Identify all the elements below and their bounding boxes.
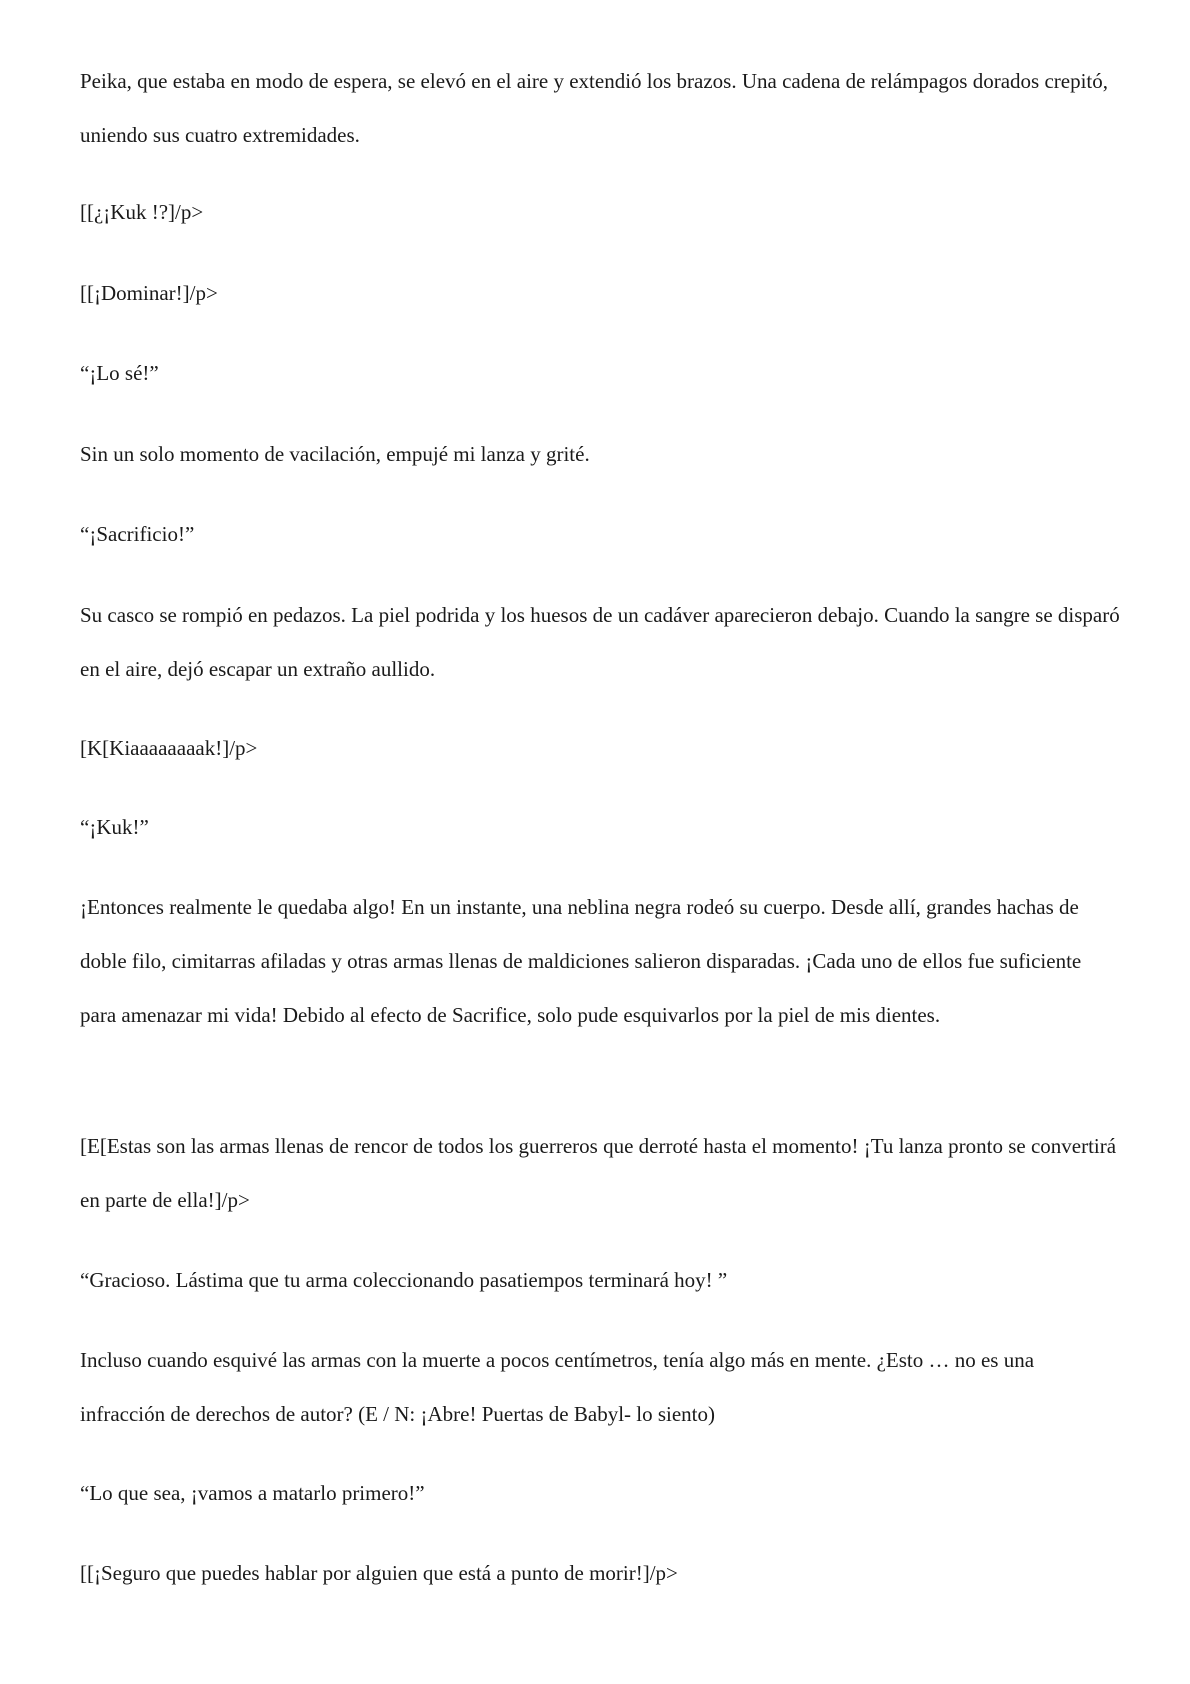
paragraph: ¡Entonces realmente le quedaba algo! En un instante, una neblina negra rodeó su cuerpo. Desde allí, grandes hachas de doble filo, cimitarras afiladas y otras armas llenas de maldiciones salieron disparadas. ¡Cada uno de ellos fue suficiente para amenazar mi vida! Debido al efecto de Sacrifice, solo pude esquivarlos por la piel de mis dientes. [80,895,1082,1027]
paragraph: “Lo que sea, ¡vamos a matarlo primero!” [80,1481,425,1505]
paragraph: “¡Lo sé!” [80,361,159,385]
paragraph: [E[Estas son las armas llenas de rencor de todos los guerreros que derroté hasta el momento! ¡Tu lanza pronto se convertirá en parte de ella!]/p> [80,1134,1117,1212]
paragraph: “¡Sacrificio!” [80,522,195,546]
paragraph: [[¿¡Kuk !?]/p> [80,200,204,224]
paragraph: Peika, que estaba en modo de espera, se elevó en el aire y extendió los brazos. Una cadena de relámpagos dorados crepitó, uniendo sus cuatro extremidades. [80,69,1109,147]
paragraph: “Gracioso. Lástima que tu arma coleccionando pasatiempos terminará hoy! ” [80,1268,728,1292]
paragraph: “¡Kuk!” [80,815,149,839]
paragraph: Su casco se rompió en pedazos. La piel podrida y los huesos de un cadáver aparecieron debajo. Cuando la sangre se disparó en el aire, dejó escapar un extraño aullido. [80,603,1120,681]
paragraph: Sin un solo momento de vacilación, empujé mi lanza y grité. [80,442,590,466]
paragraph: [[¡Dominar!]/p> [80,281,218,305]
paragraph: Incluso cuando esquivé las armas con la muerte a pocos centímetros, tenía algo más en mente. ¿Esto … no es una infracción de derechos de autor? (E / N: ¡Abre! Puertas de Babyl- lo siento) [80,1348,1035,1426]
paragraph: [K[Kiaaaaaaaak!]/p> [80,736,258,760]
paragraph: [[¡Seguro que puedes hablar por alguien que está a punto de morir!]/p> [80,1561,678,1585]
